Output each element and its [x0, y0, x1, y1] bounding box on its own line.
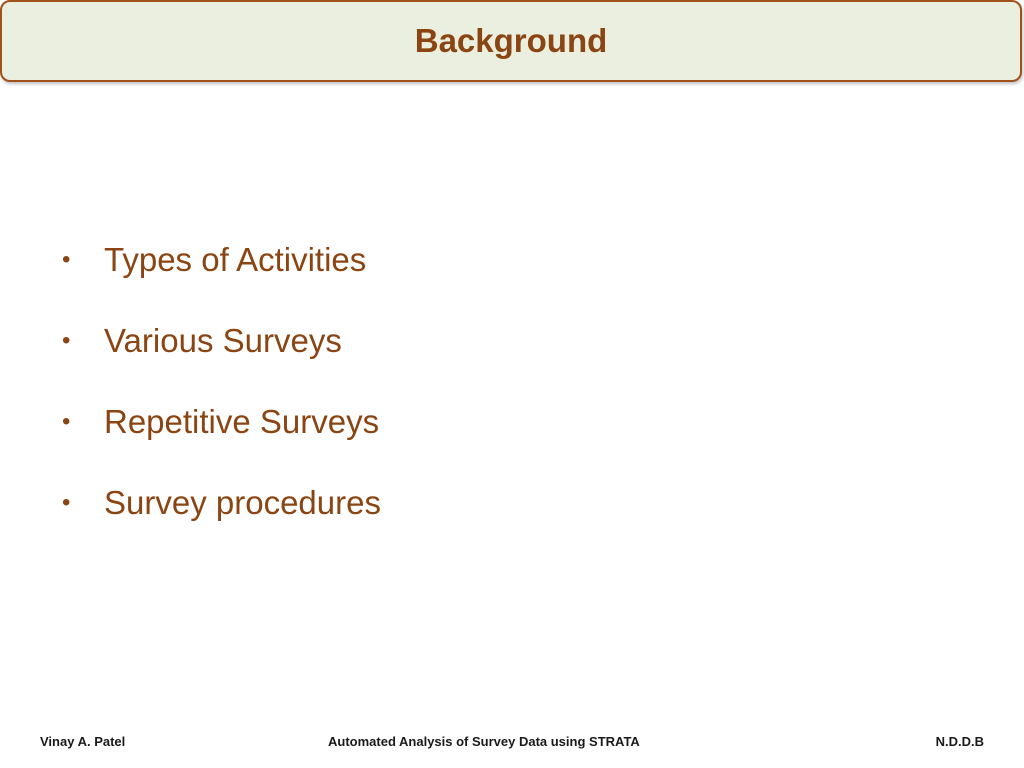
bullet-dot-icon: •	[62, 408, 71, 435]
bullet-dot-icon: •	[62, 246, 71, 273]
bullet-dot-icon: •	[62, 327, 71, 354]
bullet-item	[62, 236, 381, 284]
bullet-text: Repetitive Surveys	[104, 403, 380, 440]
footer-organization: N.D.D.B	[935, 734, 984, 749]
bullet-dot-icon: •	[62, 489, 71, 516]
bullet-text: Survey procedures	[104, 484, 381, 521]
bullet-text: Types of Activities	[104, 241, 367, 278]
bullet-text: Various Surveys	[104, 322, 342, 359]
slide-title: Background	[414, 22, 608, 59]
footer-presentation-title: Automated Analysis of Survey Data using STRATA	[328, 734, 640, 749]
bullet-item	[62, 398, 381, 446]
slide-footer	[0, 734, 1024, 754]
title-banner	[0, 0, 1022, 82]
footer-author: Vinay A. Patel	[40, 734, 126, 749]
bullet-list	[62, 236, 381, 560]
bullet-item	[62, 317, 381, 365]
bullet-item	[62, 479, 381, 527]
